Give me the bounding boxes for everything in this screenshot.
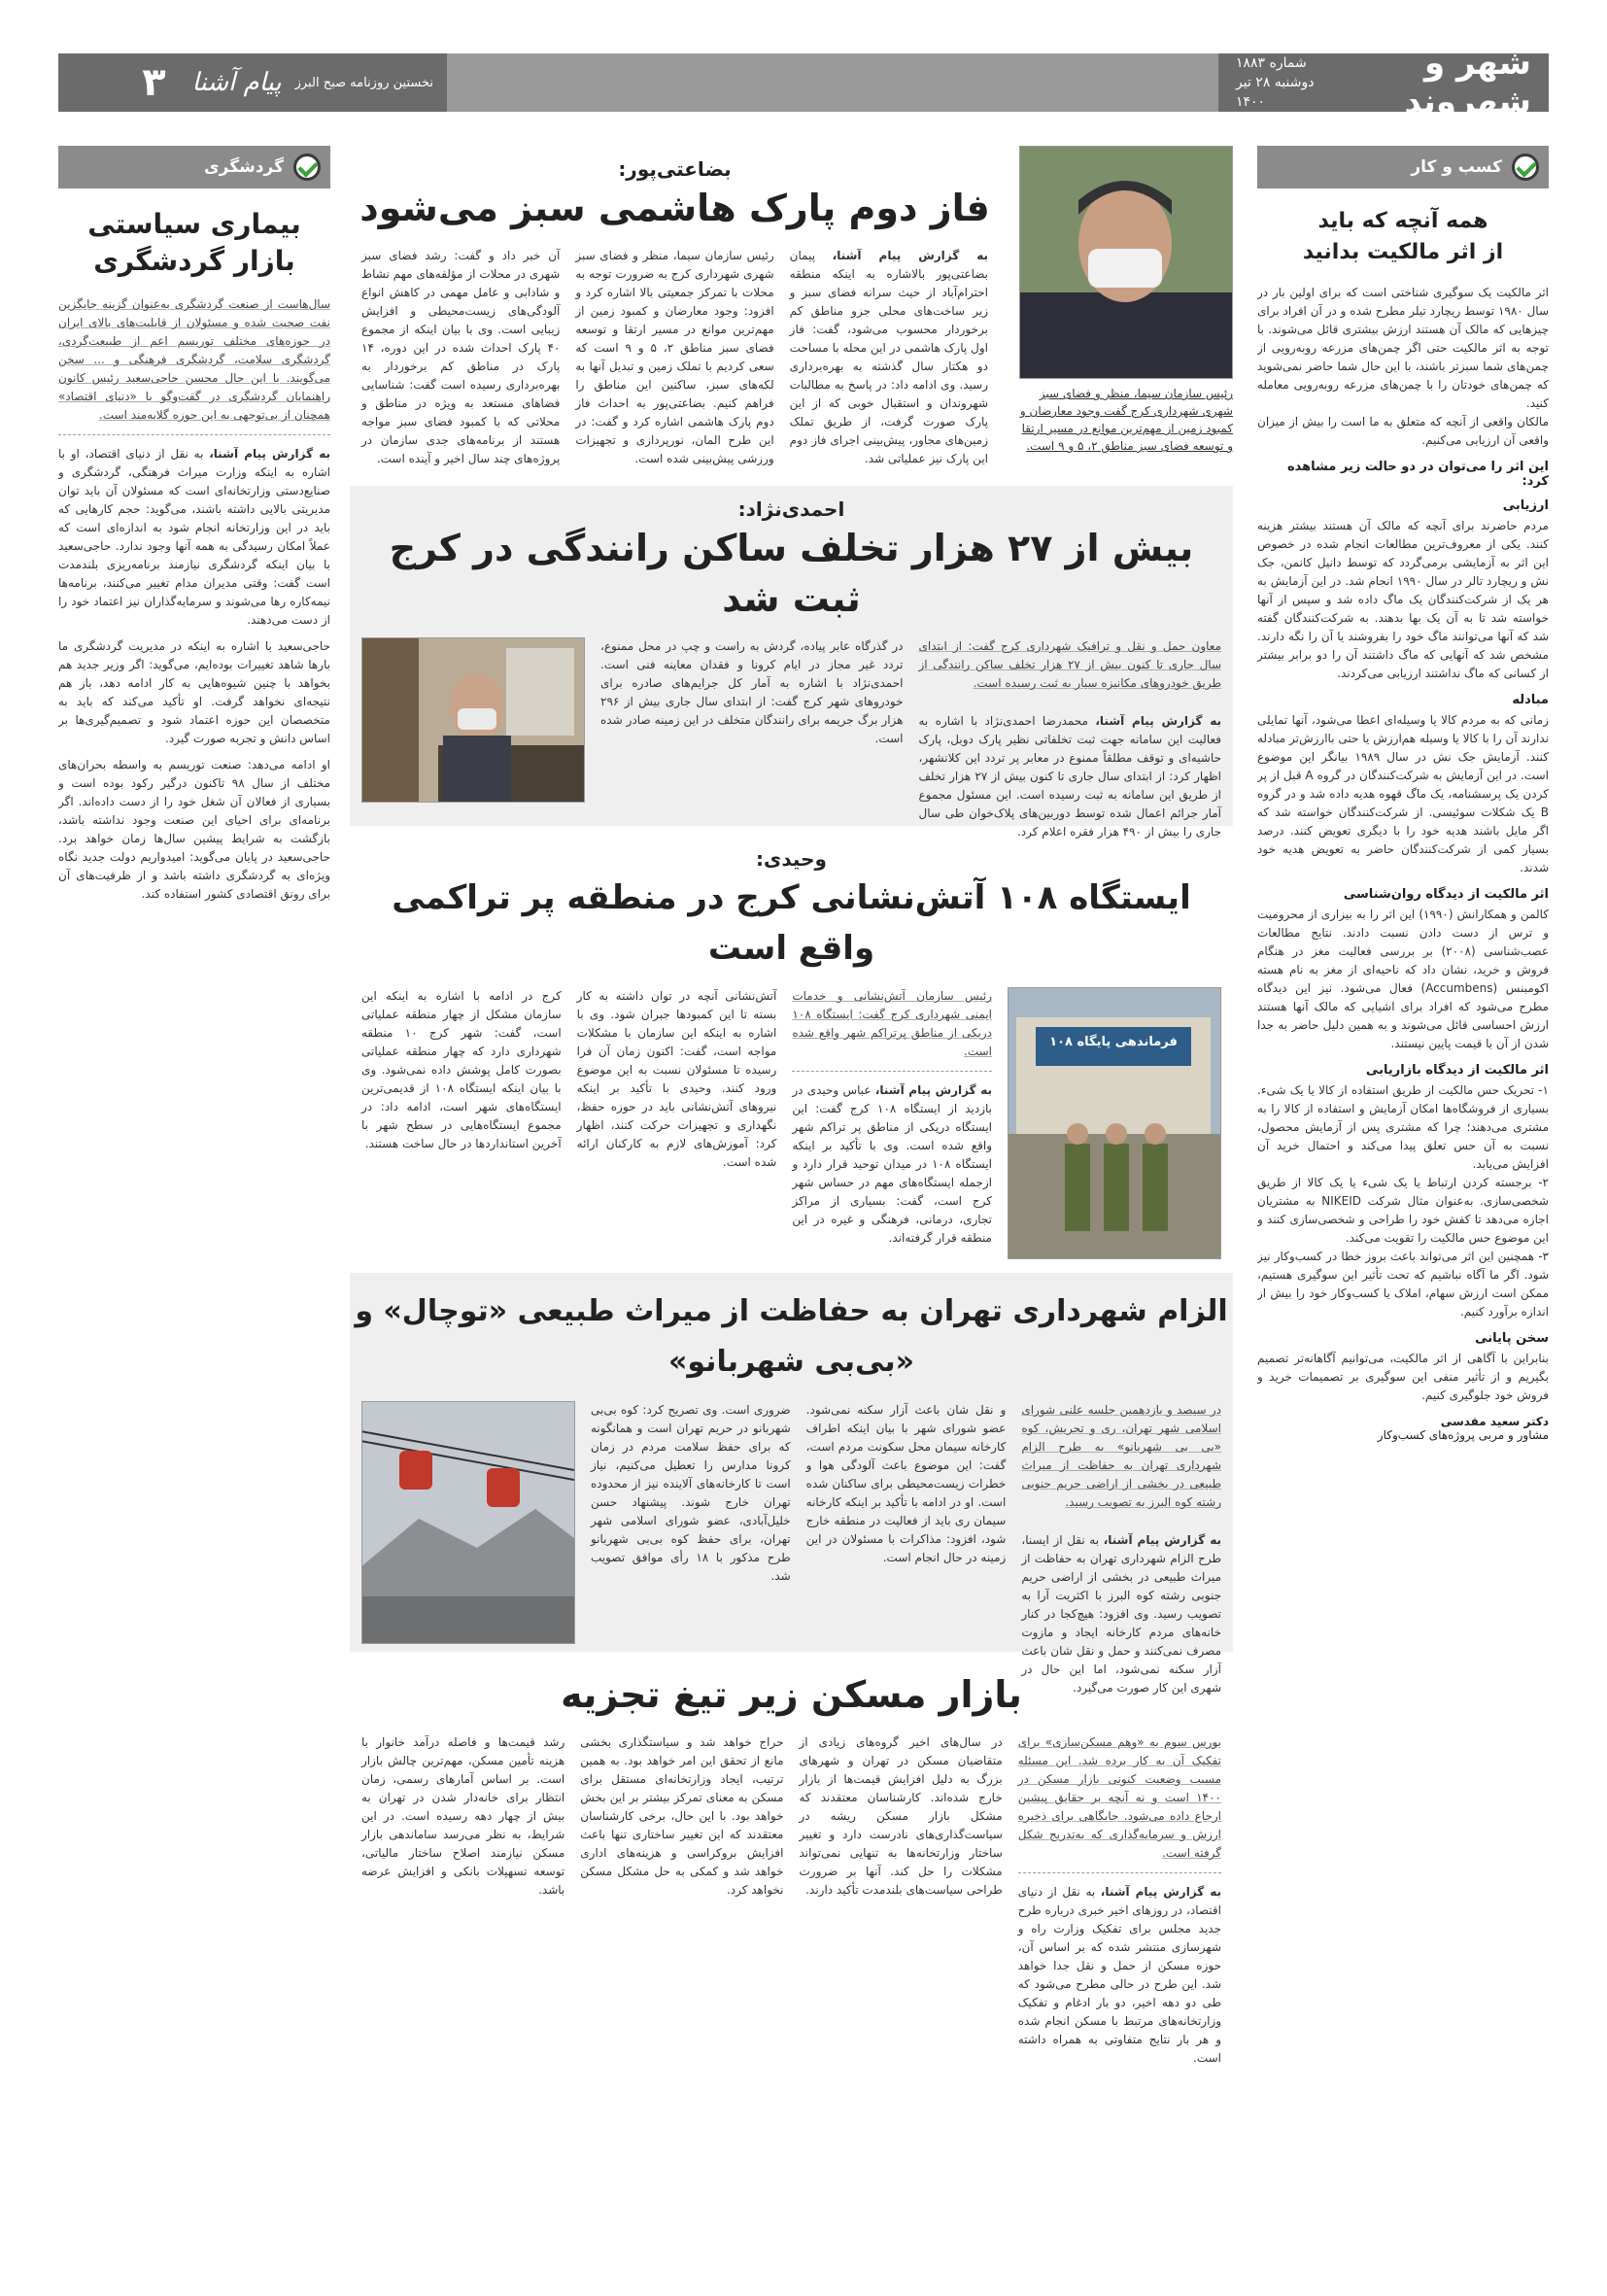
section-title: شهر و شهروند bbox=[1404, 44, 1531, 121]
article-figure bbox=[1008, 987, 1221, 1259]
logo: پیام آشنا bbox=[191, 68, 282, 97]
paragraph: ۲- برجسته کردن ارتباط یا یک شیء یا یک کالا از طریق شخصی‌سازی. به‌عنوان مثال شرکت NIKEID به مشتریان اجازه می‌دهد تا کفش خود را طراحی و شخصی‌سازی کنند و این موضوع حس مالکیت را تقویت می‌کند. bbox=[1257, 1176, 1549, 1245]
title-line: بازار گردشگری bbox=[93, 245, 295, 277]
article-column bbox=[919, 637, 1222, 841]
paragraph: در سال‌های اخیر گروه‌های زیادی از متقاضیان مسکن در تهران و شهرهای بزرگ به دلیل افزایش قیمت‌ها از بازار خارج شده‌اند. کارشناسان معتقدند که مشکل بازار مسکن ریشه در سیاست‌گذاری‌های نادرست دارد و تغییر ساختار وزارتخانه‌ها به تنهایی نمی‌تواند مشکلات را حل کند. آنها بر ضرورت طراحی سیاست‌های بلندمدت تأکید دارند. bbox=[799, 1735, 1003, 1897]
article-park bbox=[350, 146, 1233, 476]
paragraph: رشد قیمت‌ها و فاصله درآمد خانوار با هزینه تأمین مسکن، مهم‌ترین چالش بازار است. بر اساس آمارهای رسمی، زمان انتظار برای خانه‌دار شدن در تهران به بیش از چهار دهه رسیده است. در این شرایط، به نظر می‌رسد ساماندهی بازار مسکن نیازمند اصلاح ساختار مالیاتی، توسعه تسهیلات بانکی و افزایش عرضه باشد. bbox=[361, 1735, 565, 1897]
paragraph: کرج در ادامه با اشاره به اینکه این سازمان مشکل از چهار منطقه عملیاتی است، گفت: شهر کرج ۱۰ منطقه شهرداری دارد که چهار منطقه عملیاتی بصورت کامل پوشش داده نمی‌شود. وی با بیان اینکه ایستگاه ۱۰۸ از قدیمی‌ترین ایستگاه‌های شهر است، ادامه داد: در مجموع ایستگاه‌هایی در سطح شهر با آخرین استانداردها در حال ساخت هستند. bbox=[360, 989, 562, 1150]
business-column bbox=[1257, 146, 1549, 2267]
paragraph: مردم حاضرند برای آنچه که مالک آن هستند بیشتر هزینه کنند. یکی از معروف‌ترین مطالعات انجام شده در خصوص این اثر به آزمایشی برمی‌گردد که توسط دانیل کانمن، جک نش و ریچارد تالر در سال ۱۹۹۰ انجام شد. در این آزمایش به هر یک از شرکت‌کنندگان یک ماگ داده شد و سپس از آنها خواسته شد تا به آن یک بها بدهند. به شرکت‌کنندگان گفته شد که آنها می‌توانند ماگ خود را بفروشند یا آن را نگه دارند. مشخص شد که آنهایی که ماگ داشتند آن را دو برابر بیشتر از کسانی که ماگ نداشتند ارزیابی می‌کردند. bbox=[1257, 519, 1549, 680]
article-housing bbox=[350, 1662, 1233, 2267]
column-title bbox=[58, 206, 330, 280]
paragraph bbox=[790, 247, 988, 468]
paragraph: در گذرگاه عابر پیاده، گردش به راست و چپ در محل ممنوع، تردد غیر مجاز در ایام کرونا و فقدان معاینه فنی است. احمدی‌نژاد با اشاره به آمار کل جرایم‌های صادره برای خودروهای شهر کرج گفت: از ابتدای سال جاری بیش از ۲۹۶ هزار برگ جریمه برای رانندگان متخلف در این زمینه صادر شده است. bbox=[600, 639, 904, 745]
subheading: اثر مالکیت از دیدگاه بازاریابی bbox=[1365, 1063, 1549, 1078]
cable-car-photo bbox=[361, 1401, 575, 1644]
article-body bbox=[350, 1733, 1233, 2068]
paragraph-text: پیمان بضاعتی‌پور بالاشاره به اینکه منطقه احترام‌آباد از حیث سرانه فضای سبز و زیر ساخت‌های محلی جزو مناطق کم برخوردار محسوب می‌شود، گفت: فاز اول پارک هاشمی در این محله با مساحت دو هکتار سال گذشته به بهره‌برداری رسید. وی ادامه داد: در پاسخ به مطالبات شهروندان و استقبال خوبی که از این پارک صورت گرفت، از طریق تملک زمین‌های مجاور، پیش‌بینی اجرای فاز دوم این پارک نیز عملیاتی شد. bbox=[789, 249, 988, 465]
subheading: ارزیابی bbox=[1502, 498, 1549, 513]
portrait-illustration bbox=[1019, 147, 1232, 379]
section-header bbox=[58, 146, 330, 188]
subheading: مبادله bbox=[1512, 693, 1549, 707]
masthead-section bbox=[1218, 44, 1549, 121]
official-photo bbox=[361, 637, 585, 803]
tagline: نخستین روزنامه صبح البرز bbox=[294, 75, 433, 90]
section-label: گردشگری bbox=[204, 157, 284, 177]
article-headline: ایستگاه ۱۰۸ آتش‌نشانی کرج در منطقه پر تراکمی واقع است bbox=[392, 878, 1191, 968]
paragraph-text: محمدرضا احمدی‌نژاد با اشاره به فعالیت این سامانه جهت ثبت تخلفاتی نظیر پارک دوبل، پارک حاشیه‌ای و توقف مطلقاً ممنوع در معابر پر تردد این کلانشهر، اظهار کرد: از ابتدای سال جاری تا کنون بیش از ۲۷ هزار تخلف از طریق این سامانه به ثبت رسیده است. این مسئول مجموع آمار جرائم اعمال شده توسط دوربین‌های پلاک‌خوان طی سال جاری را بیش از ۴۹۰ هزار فقره اعلام کرد. bbox=[918, 714, 1221, 839]
masthead-bar bbox=[447, 53, 1218, 112]
article-column bbox=[1021, 1401, 1221, 1697]
fire-station-illustration bbox=[1008, 988, 1220, 1259]
subheading: اثر مالکیت از دیدگاه روان‌شناسی bbox=[1343, 887, 1549, 902]
paragraph: ۱- تحریک حس مالکیت از طریق استفاده از کالا یا یک شیء. بسیاری از فروشگاه‌ها امکان آزمایش و استفاده از کالا را به مشتری می‌دهند؛ چرا که مشتری پس از آزمایش محصول، نسبت به آن حس تعلق پیدا می‌کند و احتمال خرید آن افزایش می‌یابد. bbox=[1257, 1083, 1549, 1171]
issue-info bbox=[1236, 53, 1328, 112]
section-label: کسب و کار bbox=[1411, 157, 1502, 177]
lead-text: به گزارش پیام آشنا، bbox=[874, 1083, 992, 1097]
check-icon bbox=[1512, 154, 1539, 181]
paragraph: حاجی‌سعید با اشاره به اینکه در مدیریت گردشگری ما بارها شاهد تغییرات بوده‌ایم، می‌گوید: اگر وزیر جدید هم بخواهد با چنین شیوه‌هایی به کار ادامه دهد، باز هم نتیجه‌ای نخواهد گرفت. او تأکید می‌کند که باید به متخصصان این حوزه اعتماد شود و تصمیم‌گیری‌ها بر اساس دانش و تجربه صورت گیرد. bbox=[58, 639, 330, 745]
article-fire-station bbox=[350, 836, 1233, 1263]
paragraph: آتش‌نشانی آنچه در توان داشته به کار بسته تا این کمبودها جبران شود. وی با اشاره به اینکه این سازمان با مشکلات مواجه است، گفت: اکنون زمان آن فرا رسیده تا مسئولان نسبت به این موضوع ورود کنند. وحیدی با تأکید بر اینکه نیروهای آتش‌نشانی باید در حوزه حفظ، نگهداری و تجهیزات حرکت کنند، اظهار کرد: آموزش‌های لازم به کارکنان ارائه شده است. bbox=[576, 989, 777, 1169]
paragraph: ضروری است. وی تصریح کرد: کوه بی‌بی شهربانو در حریم تهران است و همانگونه که برای حفظ سلامت مردم در زمان کرونا مدارس را تعطیل می‌کنیم، نیاز است تا کارخانه‌های آلاینده نیز از محدوده تهران خارج شوند. پیشنهاد حسن خلیل‌آبادی، عضو شورای اسلامی شهر تهران، برای حفظ کوه بی‌بی شهربانو طرح مذکور با ۱۸ رأی موافق تصویب شد. bbox=[590, 1403, 791, 1583]
column-title bbox=[1257, 206, 1549, 268]
paragraph: حراج خواهد شد و سیاستگذاری بخشی مانع از تحقق این امر خواهد بود. به همین ترتیب، ایجاد وزارتخانه‌ای مستقل برای مسکن به معنای تمرکز بیشتر بر این بخش خواهد بود. با این حال، برخی کارشناسان معتقدند که این تغییر ساختاری تنها باعث افزایش بروکراسی و هزینه‌های اداری خواهد شد و کمکی به حل مشکل مسکن نخواهد کرد. bbox=[580, 1735, 784, 1897]
paragraph: آن خبر داد و گفت: رشد فضای سبز شهری در محلات از مؤلفه‌های مهم نشاط و شادابی و عامل مهمی در کاهش انواع آلودگی‌های زیست‌محیطی و افزایش زیبایی است. وی با بیان اینکه از مجموع ۴۰ پارک احداث شده در این دوره، ۱۴ پارک در مناطق کم برخوردار به بهره‌برداری رسیده است گفت: شناسایی فضاهای مستعد به ویژه در مناطق و محلاتی که با کمبود فضای سبز مواجه هستند از برنامه‌های جدی سازمان در پروژه‌های چند سال اخیر و آینده است. bbox=[361, 249, 561, 465]
lead-text: به گزارش پیام آشنا، bbox=[209, 447, 330, 461]
intro-paragraph: سال‌هاست از صنعت گردشگری به‌عنوان گزینه جایگزین نفت صحبت شده و مسئولان از قابلیت‌های بالای ایران در حوزه‌های مختلف توریسم اعم از طبیعت‌گردی، گردشگری سلامت، گردشگری فرهنگی و ... سخن می‌گویند. با این حال محسن حاجی‌سعید رئیس کانون راهنمایان گردشگری در گفت‌وگو با «دنیای اقتصاد» همچنان از بی‌توجهی به این حوزه گلایه‌مند است. bbox=[58, 295, 330, 435]
article-column bbox=[792, 987, 992, 1259]
intro-paragraph: معاون حمل و نقل و ترافیک شهرداری کرج گفت: از ابتدای سال جاری تا کنون بیش از ۲۷ هزار تخلف ساکن رانندگی از طریق خودروهای مکانیزه سیار به ثبت رسیده است. bbox=[918, 639, 1222, 690]
subheading: این اثر را می‌توان در دو حالت زیر مشاهده کرد: bbox=[1286, 460, 1549, 489]
masthead bbox=[58, 44, 1549, 121]
article-column bbox=[1018, 1733, 1221, 2068]
section-header bbox=[1257, 146, 1549, 188]
article-body bbox=[350, 1401, 1233, 1697]
page-number: ۳ bbox=[142, 60, 166, 105]
title-line: از اثر مالکیت بدانید bbox=[1302, 240, 1504, 264]
paragraph bbox=[792, 1081, 992, 1248]
masthead-brand bbox=[58, 53, 447, 112]
article-traffic bbox=[350, 486, 1233, 839]
paragraph-text: به نقل از ایسنا، طرح الزام شهرداری تهران به حفاظت از میراث طبیعی در بخشی از اراضی حریم جنوبی رشته کوه البرز با اکثریت آرا به تصویب رسید. وی افزود: هیچ‌کجا در کنار خانه‌های مردم کارخانه ایجاد و مازوت مصرف نمی‌کنند و حمل و نقل شان باعث آزار سکنه نمی‌شود، اما این حال در شهری این کار صورت می‌گیرد. bbox=[1021, 1533, 1221, 1695]
article-headline: بازار مسکن زیر تیغ تجزیه bbox=[561, 1673, 1022, 1716]
title-line: همه آنچه که باید bbox=[1317, 209, 1488, 233]
paragraph bbox=[919, 712, 1222, 841]
paragraph: و نقل شان باعث آزار سکنه نمی‌شود. عضو شورای شهر با بیان اینکه اطراف کارخانه سیمان محل سکونت مردم است، گفت: این موضوع باعث آلودگی هوا و خطرات زیست‌محیطی برای ساکنان شده است. او در ادامه با تأکید بر اینکه کارخانه سیمان ری باید از فعالیت در منطقه خارج شود، افزود: مذاکرات با مسئولان در این زمینه در حال انجام است. bbox=[805, 1403, 1007, 1564]
portrait-photo bbox=[1019, 146, 1233, 379]
article-kicker: وحیدی: bbox=[756, 847, 827, 871]
intro-paragraph: اثر مالکیت یک سوگیری شناختی است که برای اولین بار در سال ۱۹۸۰ توسط ریچارد تیلر مطرح شده و در آن افراد برای چیزهایی که مالک آن هستند ارزش بیشتری قائل می‌شوند. با توجه به اثر مالکیت حتی اگر چمن‌های مزرعه روبه‌رویی از چمن‌های شما سبزتر باشند، با این حال شما حاضر نمی‌شوید که چمن‌های خودتان را با چمن‌های مزرعه روبه‌رویی معامله کنید. bbox=[1257, 286, 1549, 410]
author-title: مشاور و مربی پروژه‌های کسب‌وکار bbox=[1377, 1428, 1549, 1442]
article-kicker: احمدی‌نژاد: bbox=[737, 497, 845, 521]
paragraph: رئیس سازمان سیما، منظر و فضای سبز شهری شهرداری کرج به ضرورت توجه به محلات با تمرکز جمعیتی بالا اشاره کرد و افزود: وجود معارضان و کمبود زمین از مهم‌ترین موانع در مسیر ارتقا و توسعه فضای سبز مناطق ۲، ۵ و ۹ است که سعی کردیم با تملک زمین و تبدیل آنها به لکه‌های سبز، ساکنین این مناطق را فراهم کنیم. بضاعتی‌پور به احداث فاز دوم پارک هاشمی اشاره کرد و گفت: در این طرح المان، نورپردازی و تجهیزات ورزشی پیش‌بینی شده است. bbox=[575, 249, 774, 465]
station-sign: فرماندهی پایگاه ۱۰۸ bbox=[1049, 1035, 1178, 1049]
paragraph-text: به نقل از دنیای اقتصاد، در روزهای اخیر خبری درباره طرح جدید مجلس برای تفکیک وزارت راه و شهرسازی منتشر شده که بر اساس آن، حوزه مسکن از حمل و نقل جدا خواهد شد. این طرح در حالی مطرح می‌شود که طی دو دهه اخیر، دو بار ادغام و تفکیک وزارتخانه‌های مرتبط با مسکن انجام شده و هر بار نتایج متفاوتی به همراه داشته است. bbox=[1017, 1885, 1221, 2065]
paragraph: او ادامه می‌دهد: صنعت توریسم به واسطه بحران‌های مختلف از سال ۹۸ تاکنون درگیر رکود بوده است و بسیاری از فعالان آن شغل خود را از دست داده‌اند. اگر برنامه‌ای برای احیای این صنعت وجود نداشته باشد، بازگشت به شرایط پیشین سال‌ها زمان خواهد برد. حاجی‌سعید در پایان می‌گوید: امیدواریم دولت جدید نگاه ویژه‌ای به گردشگری داشته باشد و از ظرفیت‌های آن برای رونق اقتصادی کشور استفاده کند. bbox=[58, 758, 330, 901]
article-headline: فاز دوم پارک هاشمی سبز می‌شود bbox=[359, 187, 990, 229]
lead-text: به گزارش پیام آشنا، bbox=[1100, 1885, 1221, 1899]
article-body bbox=[350, 637, 1233, 841]
paragraph: زمانی که به مردم کالا یا وسیله‌ای اعطا می‌شود، آنها تمایلی ندارند آن را با کالا یا وسیله هم‌ارزش یا حتی باارزش‌تر مبادله کنند. آزمایش جک نش در سال ۱۹۸۹ بیانگر این موضوع است. در این آزمایش به شرکت‌کنندگان در گروه A قبل از پر کردن یک پرسشنامه، یک ماگ قهوه هدیه داده شد و در گروه B یک شکلات سوئیسی. از شرکت‌کنندگان خواسته شد که اگر مایل باشند هدیه خود را با دیگری تعویض کنند. درصد بسیار کمی از شرکت‌کنندگان حاضر به تعویض هدیه خود شدند. bbox=[1257, 713, 1549, 874]
article-kicker: بضاعتی‌پور: bbox=[618, 157, 732, 181]
title-line: بیماری سیاستی bbox=[87, 208, 301, 240]
paragraph: کالمن و همکارانش (۱۹۹۰) این اثر را به بیزاری از محرومیت و ترس از دست دادن نسبت دادند. نتایج مطالعات عصب‌شناسی (۲۰۰۸) بر بررسی فعالیت مغز در هنگام فروش و خرید، نشان داد که ناحیه‌ای از مغز به نام هسته اکومبنس (Accumbens) فعال می‌شود. نیز این دیدگاه مطرح می‌شود که افراد برای اشیایی که مالک آنها هستند ارزش احساسی قائل می‌شوند و به همین دلیل حاضر به جدا شدن از آن با قیمت پایین نیستند. bbox=[1257, 908, 1549, 1050]
check-icon bbox=[293, 154, 321, 181]
main-area bbox=[350, 146, 1233, 2267]
photo-caption: رئیس سازمان سیما، منظر و فضای سبز شهری شهرداری کرج گفت وجود معارضان و کمبود زمین از مهم‌ترین موانع در مسیر ارتقا و توسعه فضای سبز مناطق ۲، ۵ و ۹ است. bbox=[1019, 387, 1233, 453]
article-body bbox=[350, 987, 1233, 1259]
article-figure bbox=[1019, 146, 1233, 455]
paragraph-text: عباس وحیدی در بازدید از ایستگاه ۱۰۸ کرج گفت: این ایستگاه دریکی از مناطق پر تراکم شهر واقع شده است. وی با تأکید بر اینکه ایستگاه ۱۰۸ در میدان توحید قرار دارد و ازجمله ایستگاه‌های مهم در حساس شهر کرج است، گفت: بسیاری از مراکز تجاری، درمانی، فرهنگی و غیره در این منطقه قرار گرفته‌اند. bbox=[792, 1083, 992, 1245]
intro-paragraph: در سیصد و بازدهمین جلسه علنی شورای اسلامی شهر تهران، ری و تجریش، کوه «بی بی شهربانو» به طرح الزام شهرداری تهران به حفاظت از میراث طبیعی در بخشی از اراضی حریم جنوبی رشته کوه البرز به تصویب رسید. bbox=[1021, 1403, 1221, 1509]
author-name: دکتر سعید مقدسی bbox=[1440, 1415, 1549, 1428]
paragraph: ۳- همچنین این اثر می‌تواند باعث بروز خطا در کسب‌وکار نیز شود. اگر ما آگاه نباشیم که تحت تأثیر این سوگیری هستیم، ممکن است ارزش سهام، املاک یا کسب‌وکار خود را بیش از اندازه برآورد کنیم. bbox=[1257, 1250, 1549, 1319]
official-illustration bbox=[361, 638, 584, 803]
article-body bbox=[350, 247, 1000, 468]
intro-paragraph: رئیس سازمان آتش‌نشانی و خدمات ایمنی شهرداری کرج گفت: ایستگاه ۱۰۸ دریکی از مناطق پرتراکم شهر واقع شده است. bbox=[792, 987, 992, 1072]
intro-paragraph: بورس سوم به «وهم مسکن‌سازی» برای تفکیک آن به کار برده شد. این مسئله مسبب وضعیت کنونی بازار مسکن در ۱۴۰۰ است و نه آنچه بر حقایق پیشین ارجاع داده می‌شود. جایگاهی برای ذخیره ارزش و سرمایه‌گذاری که به‌تدریج شکل گرفته است. bbox=[1018, 1733, 1221, 1873]
paragraph bbox=[1018, 1883, 1221, 2068]
article-headline: بیش از ۲۷ هزار تخلف ساکن رانندگی در کرج ثبت شد bbox=[389, 527, 1194, 620]
paragraph bbox=[58, 445, 330, 630]
cable-car-illustration bbox=[361, 1402, 574, 1644]
lead-text: به گزارش پیام آشنا، bbox=[832, 249, 988, 262]
paragraph: مالکان واقعی از آنچه که متعلق به ما است را بیش از میزان واقعی آن ارزیابی می‌کنیم. bbox=[1257, 415, 1549, 447]
fire-station-photo bbox=[1008, 987, 1221, 1259]
issue-date: دوشنبه ۲۸ تیر ۱۴۰۰ bbox=[1236, 75, 1315, 110]
article-headline: الزام شهرداری تهران به حفاظت از میراث طبیعی «توچال» و «بی‌بی شهربانو» bbox=[355, 1294, 1228, 1379]
paragraph: بنابراین با آگاهی از اثر مالکیت، می‌توانیم آگاهانه‌تر تصمیم بگیریم و از تأثیر منفی این سوگیری بر تصمیمات خرید و فروش خود جلوگیری کنیم. bbox=[1257, 1352, 1549, 1402]
subheading: سخن پایانی bbox=[1475, 1331, 1549, 1346]
lead-text: به گزارش پیام آشنا، bbox=[1103, 1533, 1222, 1547]
paragraph-text: به نقل از دنیای اقتصاد، او با اشاره به اینکه وزارت میراث فرهنگی، گردشگری و صنایع‌دستی وزارتخانه‌ای است که مسئولان آن باید توان مدیریتی بالایی داشته باشند، می‌گوید: حجم کارهایی که باید در این وزارتخانه انجام شود به اندازه‌ای است که عملاً امکان رسیدگی به همه آنها وجود ندارد. حاجی‌سعید با بیان اینکه گردشگری نیازمند برنامه‌ریزی بلندمدت است گفت: وقتی مدیران مدام تغییر می‌کنند، برنامه‌ها نیمه‌کاره رها می‌شوند و سرمایه‌گذاران نیز اعتماد خود را از دست می‌دهند. bbox=[58, 447, 330, 627]
issue-number: شماره ۱۸۸۳ bbox=[1236, 55, 1307, 71]
lead-text: به گزارش پیام آشنا، bbox=[1095, 714, 1221, 728]
tourism-column bbox=[58, 146, 330, 2267]
article-content bbox=[350, 146, 1000, 468]
